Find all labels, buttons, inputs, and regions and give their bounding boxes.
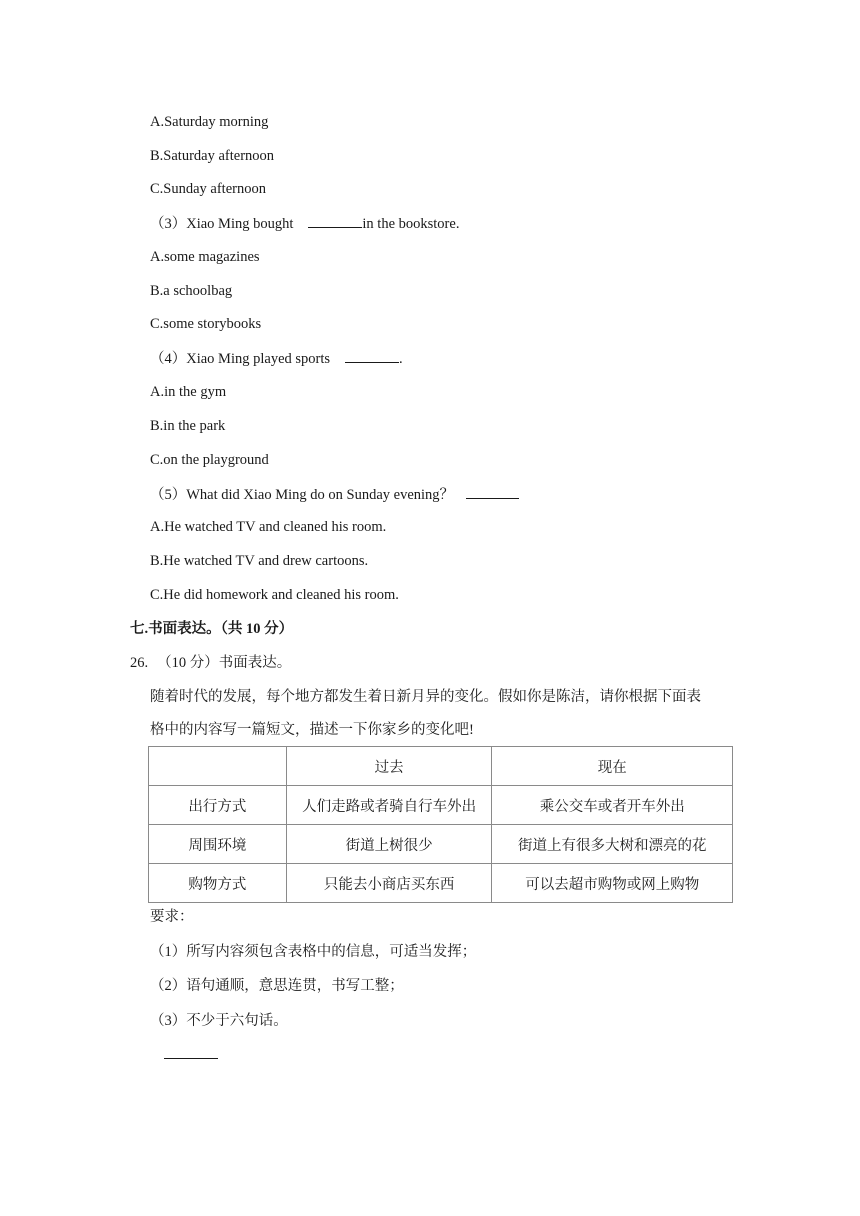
- q26-intro-line-1: 随着时代的发展，每个地方都发生着日新月异的变化。假如你是陈洁，请你根据下面表: [150, 689, 701, 705]
- comparison-table: [148, 746, 733, 903]
- table-cell: 只能去小商店买东西: [286, 864, 492, 903]
- q4-suffix: .: [399, 351, 403, 367]
- q3-option-b: B.a schoolbag: [150, 283, 233, 299]
- q5-prefix: （5）What did Xiao Ming do on Sunday evening？: [150, 487, 455, 503]
- q3-option-c: C.some storybooks: [150, 316, 262, 332]
- table-row: [149, 864, 733, 903]
- q2-option-c: C.Sunday afternoon: [150, 181, 266, 197]
- q3-prefix: （3）Xiao Ming bought: [150, 216, 294, 232]
- table-cell: 街道上树很少: [286, 825, 492, 864]
- section-7-title-b: 分）: [260, 621, 294, 637]
- q2-option-b: B.Saturday afternoon: [150, 148, 275, 164]
- table-cell: 人们走路或者骑自行车外出: [286, 786, 492, 825]
- q5-option-a: A.He watched TV and cleaned his room.: [150, 519, 387, 535]
- table-cell: 购物方式: [149, 864, 287, 903]
- q26-number: 26.: [130, 655, 149, 671]
- table-cell: 街道上有很多大树和漂亮的花: [492, 825, 733, 864]
- q4-stem: [150, 348, 403, 369]
- table-cell: 可以去超市购物或网上购物: [492, 864, 733, 903]
- requirement-item-2: （2）语句通顺，意思连贯，书写工整；: [150, 978, 404, 994]
- q26-heading: [130, 653, 291, 673]
- q3-option-a: A.some magazines: [150, 249, 260, 265]
- requirement-item-3: （3）不少于六句话。: [150, 1013, 288, 1029]
- q4-option-b: B.in the park: [150, 418, 226, 434]
- table-cell: 出行方式: [149, 786, 287, 825]
- requirements-title: 要求：: [150, 909, 194, 925]
- table-header-row: [149, 747, 733, 786]
- answer-blank: [164, 1058, 218, 1059]
- q3-suffix: in the bookstore.: [362, 216, 460, 232]
- q3-stem: [150, 213, 459, 234]
- q26-intro-line-2: 格中的内容写一篇短文，描述一下你家乡的变化吧!: [150, 722, 474, 738]
- table-header-cell: 过去: [286, 747, 492, 786]
- q4-option-a: A.in the gym: [150, 384, 227, 400]
- q5-option-c: C.He did homework and cleaned his room.: [150, 587, 399, 603]
- requirement-item-1: （1）所写内容须包含表格中的信息，可适当发挥；: [150, 944, 477, 960]
- table-row: [149, 786, 733, 825]
- table-header-cell: [149, 747, 287, 786]
- section-7-title: [130, 619, 293, 639]
- table-cell: 乘公交车或者开车外出: [492, 786, 733, 825]
- q5-stem: [150, 484, 519, 505]
- q2-option-a: A.Saturday morning: [150, 114, 269, 130]
- q5-option-b: B.He watched TV and drew cartoons.: [150, 553, 369, 569]
- table-cell: 周围环境: [149, 825, 287, 864]
- q4-option-c: C.on the playground: [150, 452, 269, 468]
- section-7-points: 10: [246, 621, 261, 637]
- table-header-cell: 现在: [492, 747, 733, 786]
- table-row: [149, 825, 733, 864]
- section-7-title-a: 七.书面表达。（共: [130, 621, 246, 637]
- q5-blank: [466, 484, 519, 499]
- q4-prefix: （4）Xiao Ming played sports: [150, 351, 331, 367]
- q4-blank: [345, 348, 399, 363]
- q3-blank: [308, 213, 362, 228]
- q26-score: （10 分）书面表达。: [157, 655, 292, 671]
